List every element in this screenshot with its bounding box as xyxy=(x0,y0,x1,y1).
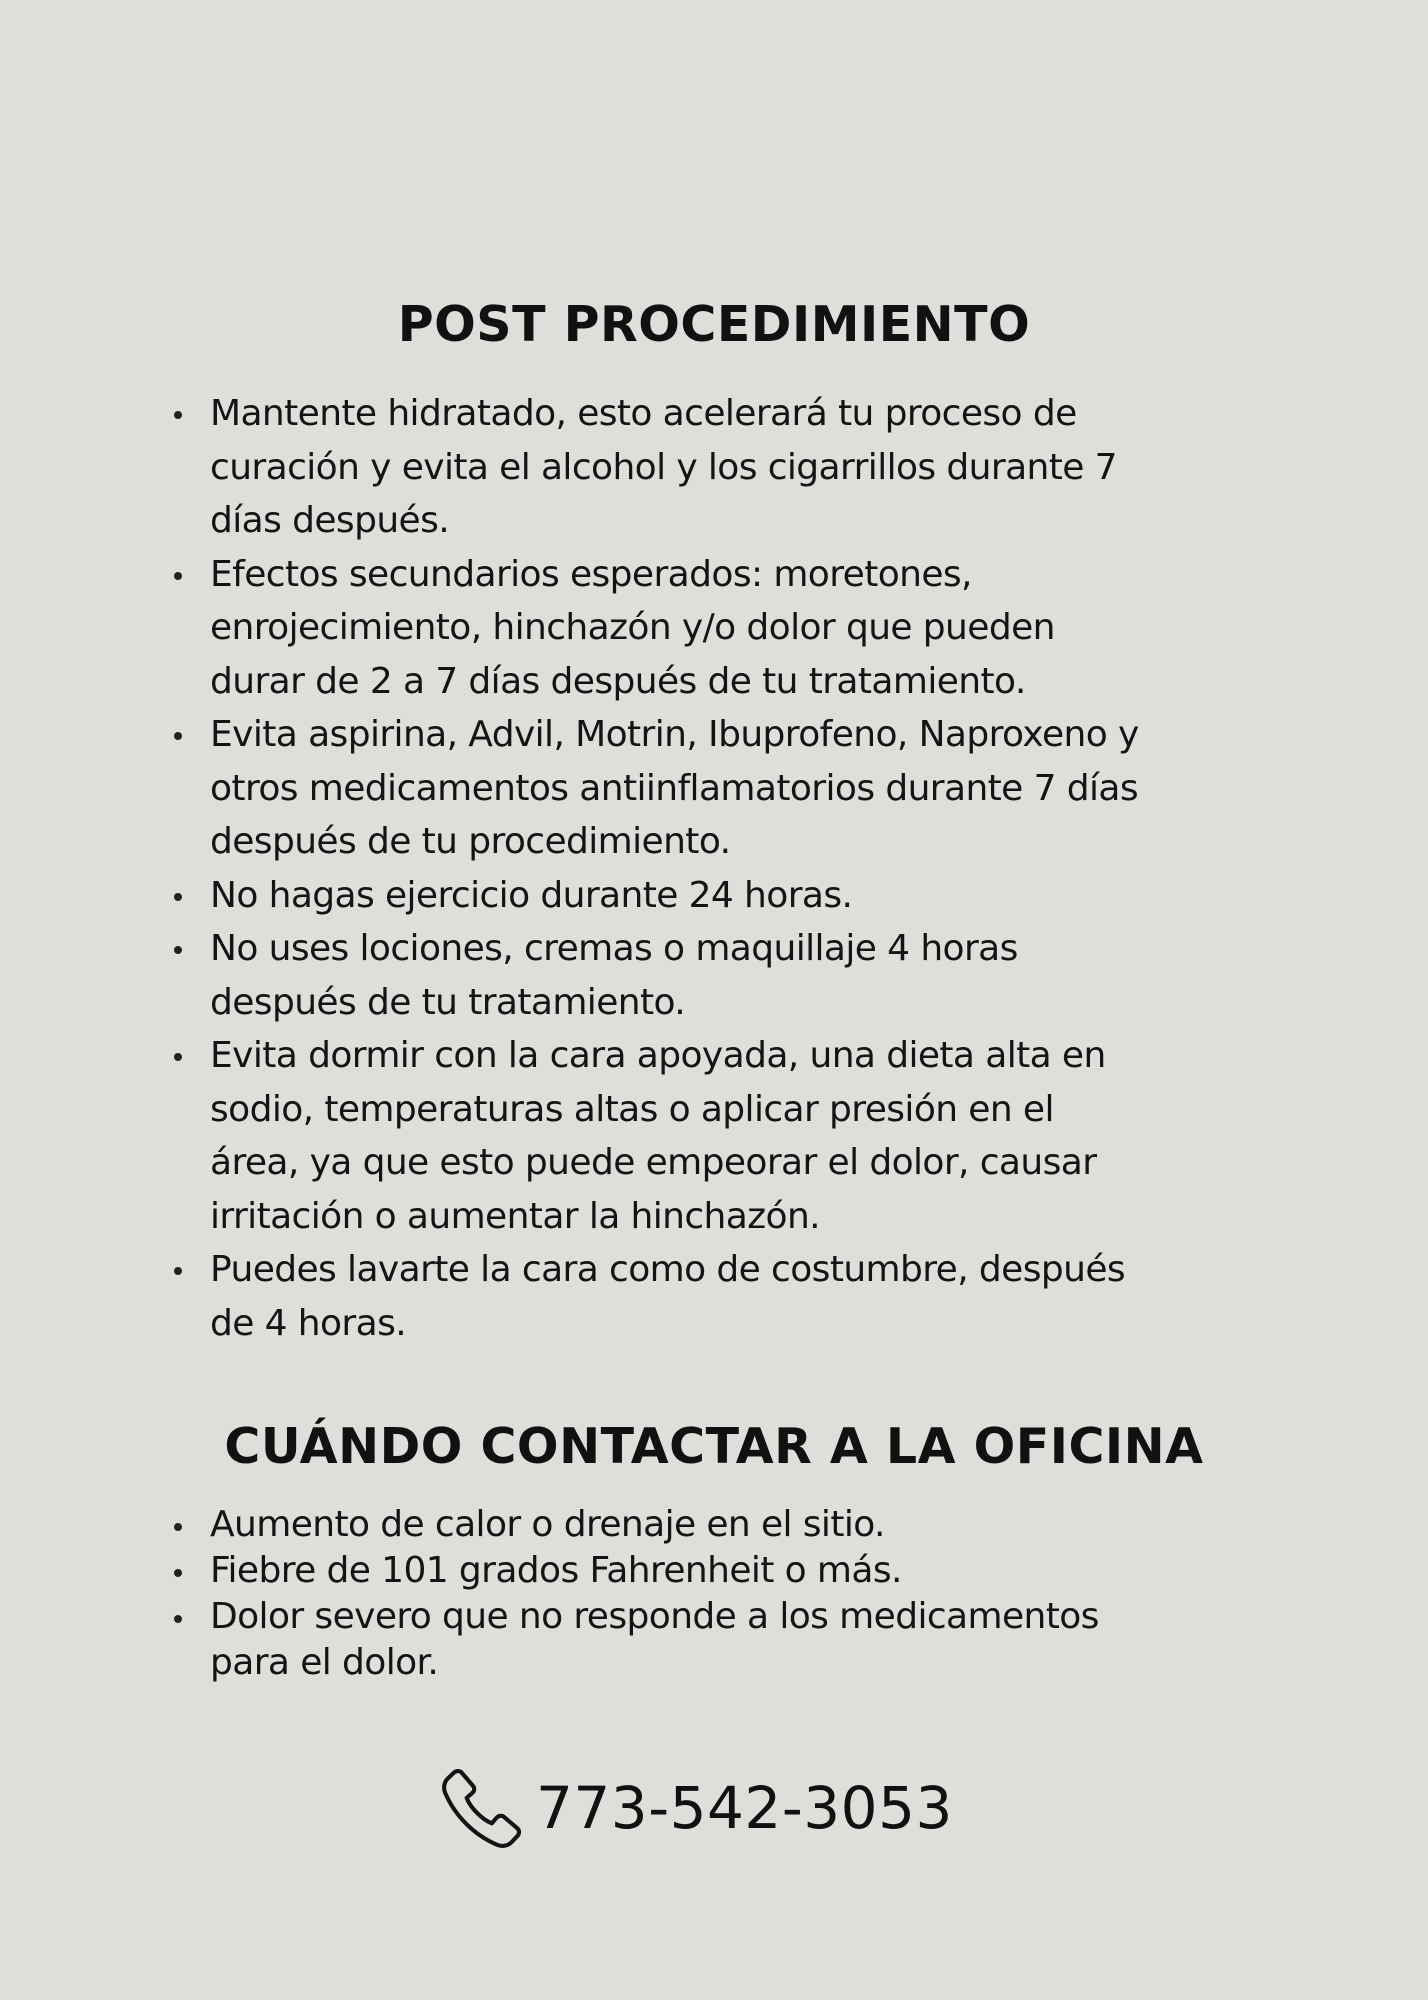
bullet-icon xyxy=(174,893,182,901)
bullet-icon xyxy=(174,946,182,954)
list-item-line: días después. xyxy=(210,500,450,541)
list-item-line: No uses lociones, cremas o maquillaje 4 horas xyxy=(210,928,1018,969)
list-item-line: para el dolor. xyxy=(210,1642,439,1683)
list-item-line: Evita aspirina, Advil, Motrin, Ibuprofeno, Naproxeno y xyxy=(210,714,1139,755)
bullet-icon xyxy=(174,1523,182,1531)
bullet-icon xyxy=(174,1615,182,1623)
list-item-line: de 4 horas. xyxy=(210,1302,407,1344)
list-item-line: Puedes lavarte la cara como de costumbre, después xyxy=(210,1249,1126,1290)
contact-office-heading: CUÁNDO CONTACTAR A LA OFICINA xyxy=(224,1418,1204,1475)
list-item xyxy=(210,1502,1290,1548)
phone-number[interactable]: 773-542-3053 xyxy=(536,1774,953,1842)
post-procedure-heading: POST PROCEDIMIENTO xyxy=(397,296,1031,353)
contact-office-list xyxy=(210,1502,1290,1686)
bullet-icon xyxy=(174,732,182,740)
list-item-line: Evita dormir con la cara apoyada, una dieta alta en xyxy=(210,1035,1106,1076)
list-item-line: Aumento de calor o drenaje en el sitio. xyxy=(210,1504,885,1545)
list-item-line: No hagas ejercicio durante 24 horas. xyxy=(210,874,853,916)
list-item-line: irritación o aumentar la hinchazón. xyxy=(210,1195,821,1237)
list-item-line: enrojecimiento, hinchazón y/o dolor que pueden xyxy=(210,607,1055,648)
list-item xyxy=(210,869,1290,923)
list-item-line: curación y evita el alcohol y los cigarrillos durante 7 xyxy=(210,446,1117,488)
list-item xyxy=(210,387,1290,548)
list-item-line: después de tu procedimiento. xyxy=(210,821,731,862)
list-item-line: sodio, temperaturas altas o aplicar presión en el xyxy=(210,1088,1054,1130)
bullet-icon xyxy=(174,572,182,580)
post-procedure-list xyxy=(210,387,1290,1350)
bullet-icon xyxy=(174,1053,182,1061)
bullet-icon xyxy=(174,411,182,419)
list-item xyxy=(210,1594,1290,1686)
list-item xyxy=(210,708,1290,869)
list-item-line: Efectos secundarios esperados: moretones, xyxy=(210,553,972,595)
phone-icon xyxy=(436,1763,528,1853)
list-item xyxy=(210,1243,1290,1350)
list-item xyxy=(210,548,1290,709)
list-item-line: Mantente hidratado, esto acelerará tu proceso de xyxy=(210,393,1077,434)
list-item xyxy=(210,1548,1290,1594)
bullet-icon xyxy=(174,1569,182,1577)
list-item-line: área, ya que esto puede empeorar el dolor, causar xyxy=(210,1142,1097,1183)
list-item-line: Dolor severo que no responde a los medicamentos xyxy=(210,1596,1099,1637)
bullet-icon xyxy=(174,1267,182,1275)
list-item-line: durar de 2 a 7 días después de tu tratamiento. xyxy=(210,660,1026,702)
list-item-line: otros medicamentos antiinflamatorios durante 7 días xyxy=(210,767,1138,809)
list-item xyxy=(210,1029,1290,1243)
list-item-line: Fiebre de 101 grados Fahrenheit o más. xyxy=(210,1550,902,1591)
phone-contact[interactable] xyxy=(436,1763,953,1853)
list-item xyxy=(210,922,1290,1029)
list-item-line: después de tu tratamiento. xyxy=(210,981,686,1023)
